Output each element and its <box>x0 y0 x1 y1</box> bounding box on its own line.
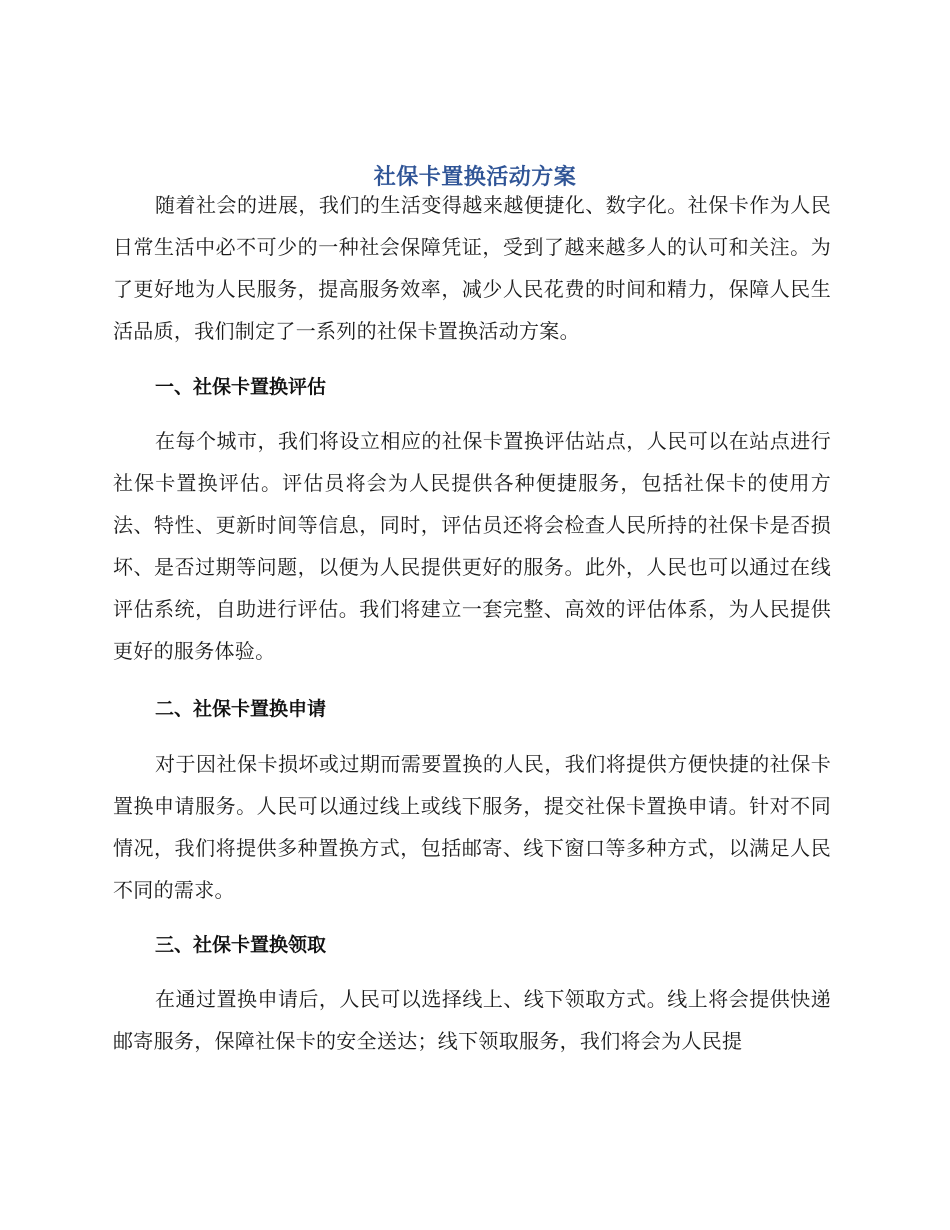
section-body-pickup: 在通过置换申请后，人民可以选择线上、线下领取方式。线上将会提供快递邮寄服务，保障社保卡的安全送达；线下领取服务，我们将会为人民提 <box>113 987 831 1053</box>
section-body-evaluation: 在每个城市，我们将设立相应的社保卡置换评估站点，人民可以在站点进行社保卡置换评估。评估员将会为人民提供各种便捷服务，包括社保卡的使用方法、特性、更新时间等信息，同时，评估员还将会检查人民所持的社保卡是否损坏、是否过期等问题，以便为人民提供更好的服务。此外，人民也可以通过在线评估系统，自助进行评估。我们将建立一套完整、高效的评估体系，为人民提供更好的服务体验。 <box>113 429 831 663</box>
section-heading-evaluation: 一、社保卡置换评估 <box>155 376 327 398</box>
section-body-application: 对于因社保卡损坏或过期而需要置换的人民，我们将提供方便快捷的社保卡置换申请服务。人民可以通过线上或线下服务，提交社保卡置换申请。针对不同情况，我们将提供多种置换方式，包括邮寄、线下窗口等多种方式，以满足人民不同的需求。 <box>113 752 831 902</box>
intro-paragraph: 随着社会的进展，我们的生活变得越来越便捷化、数字化。社保卡作为人民日常生活中必不可少的一种社会保障凭证，受到了越来越多人的认可和关注。为了更好地为人民服务，提高服务效率，减少人民花费的时间和精力，保障人民生活品质，我们制定了一系列的社保卡置换活动方案。 <box>113 193 831 343</box>
document-title: 社保卡置换活动方案 <box>373 164 577 190</box>
section-heading-application: 二、社保卡置换申请 <box>155 698 327 720</box>
section-heading-pickup: 三、社保卡置换领取 <box>155 934 327 956</box>
